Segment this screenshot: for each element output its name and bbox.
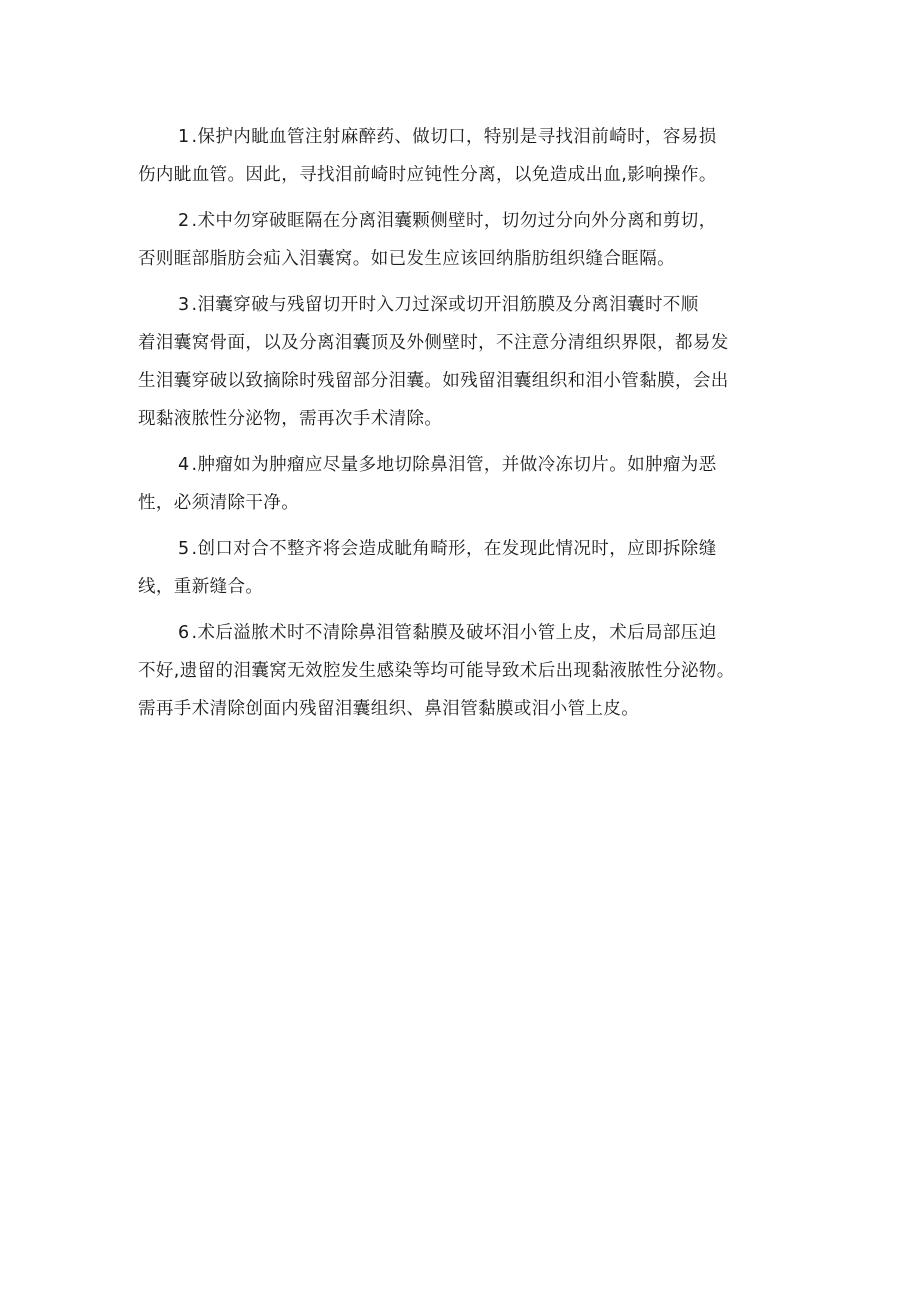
paragraph-6 [138,614,800,728]
paragraph-line [138,118,800,156]
paragraph-1 [138,118,800,194]
paragraph-line [138,530,800,568]
paragraph-2 [138,202,800,278]
paragraph-line: 需再手术清除创面内残留泪囊组织、鼻泪管黏膜或泪小管上皮。 [138,699,640,719]
paragraph-number: 2 [178,211,190,231]
paragraph-line [138,202,800,240]
paragraph-text: .肿瘤如为肿瘤应尽量多地切除鼻泪管，并做冷冻切片。如肿瘤为恶 [191,455,717,475]
paragraph-5 [138,530,800,606]
paragraph-text: .保护内眦血管注射麻醉药、做切口，特别是寻找泪前崎时，容易损 [191,127,717,147]
paragraph-line: 现黏液脓性分泌物，需再次手术清除。 [138,409,443,429]
paragraph-text: .术后溢脓术时不清除鼻泪管黏膜及破坏泪小管上皮，术后局部压迫 [191,623,717,643]
paragraph-line: 生泪囊穿破以致摘除时残留部分泪囊。如残留泪囊组织和泪小管黏膜，会出 [138,371,729,391]
paragraph-line [138,614,800,652]
paragraph-4 [138,446,800,522]
paragraph-number: 5 [178,539,190,559]
paragraph-line: 线，重新缝合。 [138,577,264,597]
paragraph-text: .创口对合不整齐将会造成眦角畸形，在发现此情况时，应即拆除缝 [191,539,717,559]
paragraph-line: 不好,遗留的泪囊窝无效腔发生感染等均可能导致术后出现黏液脓性分泌物。 [138,661,735,681]
paragraph-line [138,446,800,484]
paragraph-number: 3 [178,295,190,315]
paragraph-number: 4 [178,455,190,475]
paragraph-text: .术中勿穿破眶隔在分离泪囊颗侧壁时，切勿过分向外分离和剪切， [191,211,717,231]
paragraph-number: 6 [178,623,190,643]
paragraph-line: 否则眶部脂肪会疝入泪囊窝。如已发生应该回纳脂肪组织缝合眶隔。 [138,249,675,269]
paragraph-3 [138,286,800,438]
paragraph-line [138,286,800,324]
paragraph-number: 1 [178,127,190,147]
paragraph-line: 着泪囊窝骨面，以及分离泪囊顶及外侧壁时，不注意分清组织界限，都易发 [138,333,729,353]
paragraph-text: .泪囊穿破与残留切开时入刀过深或切开泪筋膜及分离泪囊时不顺 [191,295,699,315]
paragraph-line: 伤内眦血管。因此，寻找泪前崎时应钝性分离，以免造成出血,影响操作。 [138,165,717,185]
document-body [138,118,800,736]
paragraph-line: 性，必须清除干净。 [138,493,300,513]
